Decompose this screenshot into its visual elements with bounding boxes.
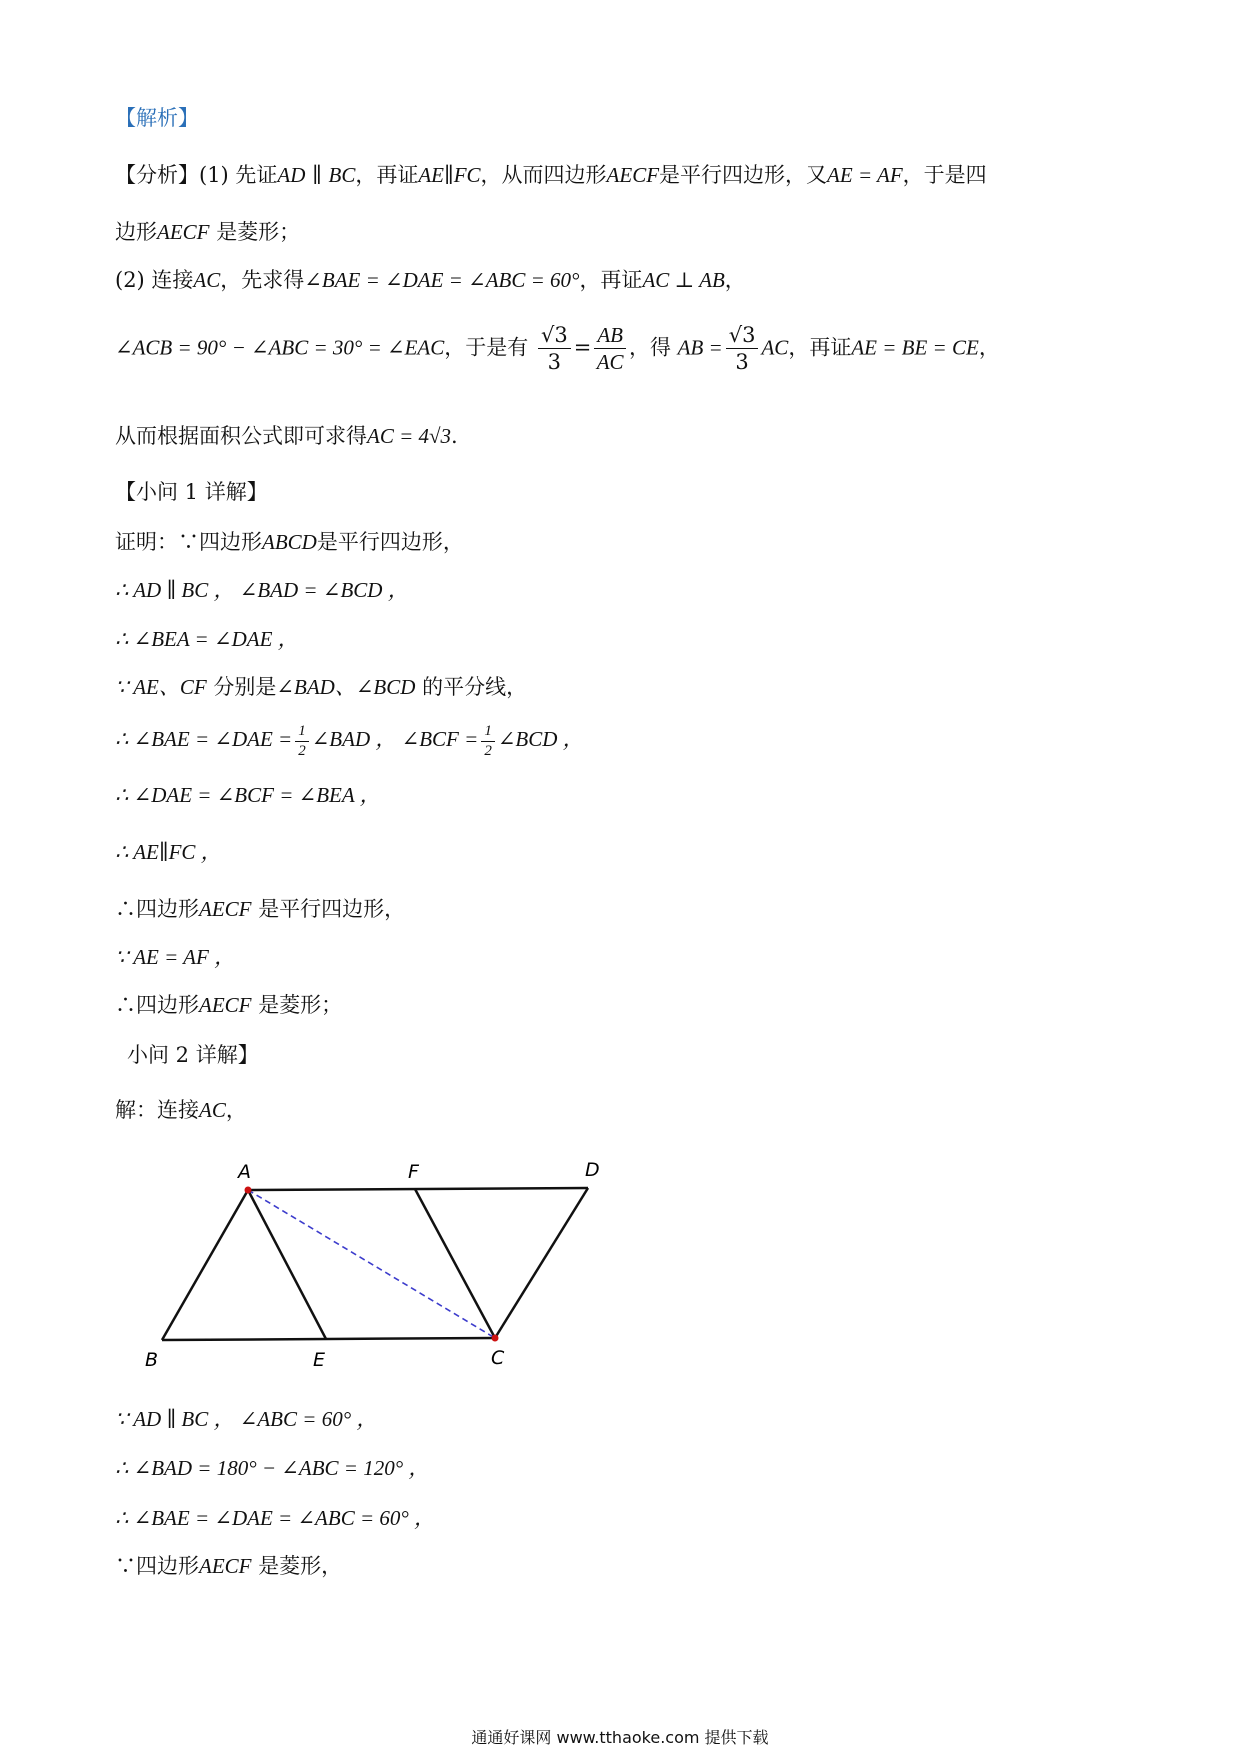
proof-text: 解：连接 [115,1098,199,1122]
page-footer: 通通好课网 www.tthaoke.com 提供下载 [471,1728,769,1747]
section-heading-jiexi: 【解析】 [115,106,199,130]
q1-line-4 [115,675,527,700]
math-aecf: AECF [199,993,252,1017]
math-ae-af: AE = AF [827,163,903,187]
math-angles: ∠BAD、∠BCD [276,675,416,699]
parallelogram-figure [130,1150,630,1380]
fraction-numerator: AB [594,322,626,349]
q1-line-5 [115,722,584,761]
proof-text: ∴四边形 [115,897,199,921]
analysis-text: (1) 先证 [199,163,278,187]
q1-line-2: ∴ AD ∥ BC ， ∠BAD = ∠BCD ， [115,578,409,602]
analysis-text: 是菱形； [216,220,301,244]
analysis-line-3 [115,322,1000,376]
label-c: C [491,1347,505,1369]
segment-ad [248,1188,588,1190]
segment-ac-dashed [248,1190,495,1338]
fraction-numerator: √3 [726,322,759,349]
segment-ae [248,1190,326,1339]
proof-text: 是菱形， [258,1554,343,1578]
proof-text: 是平行四边形， [316,530,464,554]
analysis-tag: 【分析】 [115,163,199,187]
analysis-line-1b [115,220,300,245]
proof-text: ∵四边形 [115,1554,199,1578]
fraction-ab-over-ac [594,322,626,376]
fraction-denominator: 2 [298,742,306,759]
label-d: D [585,1159,600,1181]
analysis-text: ， [978,335,1000,360]
q1-line-10 [115,993,342,1018]
math-aecf: AECF [199,897,252,921]
math-bc: BC [328,163,356,187]
analysis-text: ，于是四 [902,163,987,187]
point-a [245,1187,252,1194]
proof-text: 是菱形； [258,993,343,1017]
math-fc: FC [453,163,481,187]
math-ae-cf: ∵ AE、CF [115,675,207,699]
label-f: F [408,1161,419,1183]
math-ac: AC [761,335,789,360]
analysis-text: ，得 [628,335,671,360]
segment-ab [162,1190,248,1340]
label-e: E [313,1349,326,1371]
math-ac: AC [199,1098,226,1122]
analysis-text: 从而根据面积公式即可求得 [115,424,367,448]
fraction-half-b [481,722,495,761]
math-ac-perp-ab: AC ⊥ AB [642,268,725,292]
proof-text: ∴四边形 [115,993,199,1017]
analysis-text: (2) 连接 [115,268,194,292]
math-ab-eq: AB = [677,335,723,360]
segment-cd [495,1188,588,1338]
point-c [492,1335,499,1342]
q2-line-2: ∵ AD ∥ BC ， ∠ABC = 60° ， [115,1407,378,1431]
analysis-text: . [451,424,458,448]
math-aecf: AECF [157,220,210,244]
fraction-numerator: √3 [538,322,571,349]
math-aecf: AECF [199,1554,252,1578]
fraction-denominator: 3 [547,350,562,375]
fraction-numerator: 1 [295,722,309,742]
q1-line-3: ∴ ∠BEA = ∠DAE ， [115,627,299,651]
math-ae: AE [418,163,444,187]
q2-title: 小问 2 详解】 [127,1043,259,1067]
fraction-denominator: 3 [735,350,749,375]
analysis-text: ，再证 [579,268,643,292]
fraction-half [295,722,309,761]
proof-text: 是平行四边形， [258,897,406,921]
math-ae-be-ce: AE = BE = CE [851,335,979,360]
math-expression: ∴ ∠BAE = ∠DAE = [115,727,293,752]
analysis-line-1 [115,163,987,188]
math-abcd: ABCD [262,530,317,554]
proof-text: 证明：∵四边形 [115,530,262,554]
label-b: B [145,1349,159,1371]
analysis-text: ，再证 [355,163,419,187]
equals-sign: = [573,335,592,360]
fraction-sqrt3-over-3 [538,322,571,376]
analysis-line-2 [115,268,746,293]
analysis-line-4 [115,424,458,449]
fraction-numerator: 1 [481,722,495,742]
math-parallel: ∥ [312,163,322,187]
math-ac: AC [193,268,221,292]
q2-line-5 [115,1554,342,1579]
q1-line-6: ∴ ∠DAE = ∠BCF = ∠BEA ， [115,783,381,807]
q1-line-9: ∵ AE = AF ， [115,945,236,969]
proof-text: 的平分线， [422,675,528,699]
math-expression: ∠BCD ， [497,727,584,752]
analysis-text: ，从而四边形 [480,163,607,187]
math-aecf: AECF [606,163,660,187]
q1-line-8 [115,897,405,922]
fraction-denominator: AC [596,350,624,375]
label-a: A [238,1161,251,1183]
math-parallel: ∥ [444,163,454,187]
proof-text: ， [225,1098,247,1122]
analysis-text: ， [724,268,746,292]
analysis-text: ，于是有 [444,335,529,360]
analysis-text: ，再证 [788,335,852,360]
analysis-text: 边形 [115,220,157,244]
math-ad: AD [277,163,306,187]
analysis-text: ，先求得 [220,268,305,292]
segment-bc [162,1338,495,1340]
math-expression: ∠BAD ， ∠BCF = [311,727,479,752]
q2-line-3: ∴ ∠BAD = 180° − ∠ABC = 120° ， [115,1456,430,1480]
q1-line-7: ∴ AE∥FC ， [115,840,222,864]
q2-line-4: ∴ ∠BAE = ∠DAE = ∠ABC = 60° ， [115,1506,436,1530]
math-angle-acb: ∠ACB = 90° − ∠ABC = 30° = ∠EAC [115,335,445,360]
fraction-sqrt3-over-3-b [726,322,759,376]
segment-fc [415,1189,495,1338]
q2-line-1 [115,1098,247,1123]
q1-line-1 [115,530,464,555]
analysis-text: 是平行四边形，又 [659,163,828,187]
proof-text: 分别是 [213,675,277,699]
math-ac-result: AC = 4√3 [367,424,452,448]
math-angles-60: ∠BAE = ∠DAE = ∠ABC = 60° [304,268,580,292]
fraction-denominator: 2 [484,742,492,759]
q1-title: 【小问 1 详解】 [115,480,268,504]
